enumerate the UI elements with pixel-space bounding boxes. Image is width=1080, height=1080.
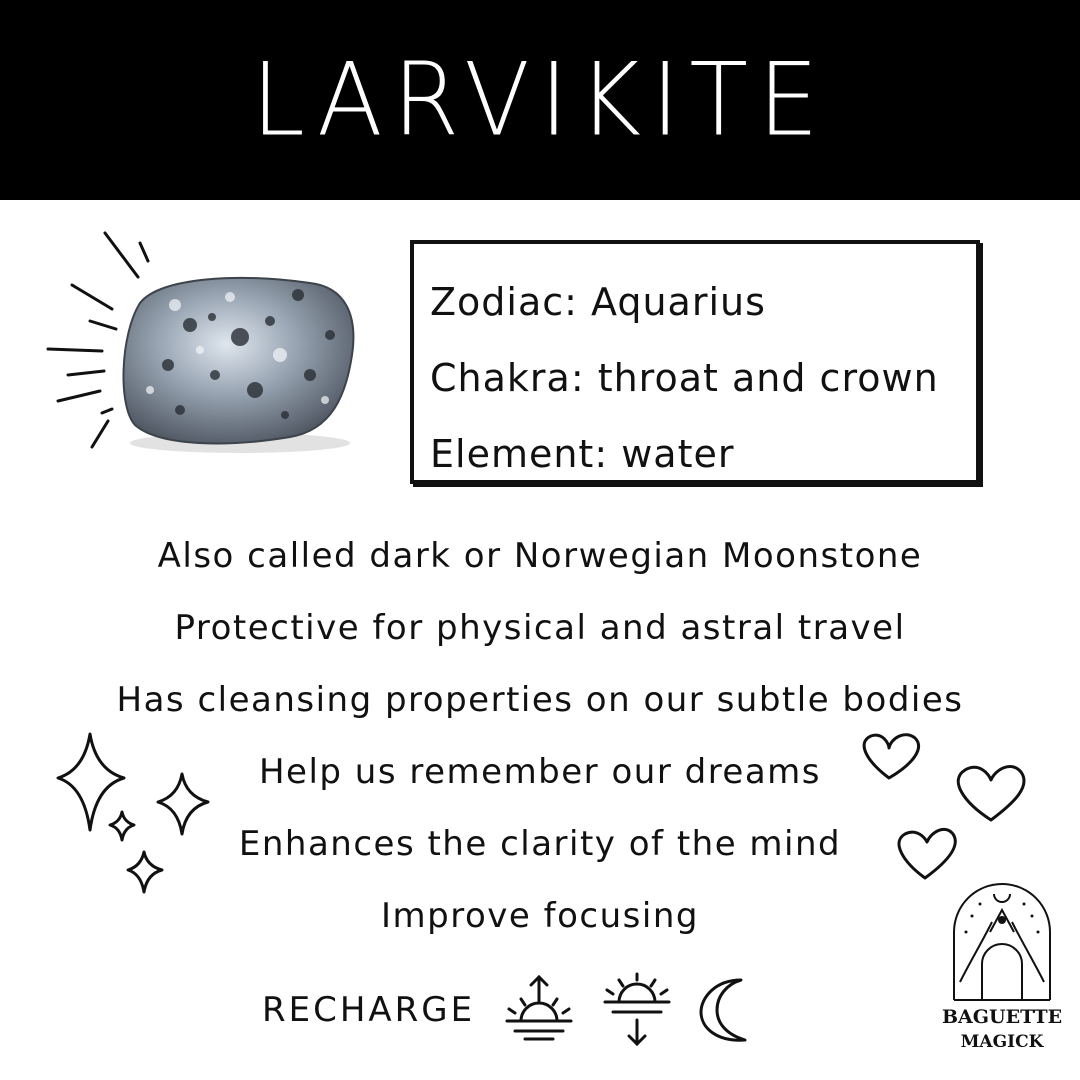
- fact-item: Help us remember our dreams: [258, 752, 822, 792]
- fact-item: Improve focusing: [381, 896, 699, 936]
- recharge-row: [262, 972, 757, 1048]
- crescent-moon-icon: [697, 974, 757, 1046]
- sunset-icon: [599, 972, 675, 1048]
- logo-line1: BAGUETTE: [942, 1006, 1063, 1028]
- properties-box: [410, 240, 980, 484]
- sunrise-icon: [501, 975, 577, 1045]
- logo-emblem-icon: [942, 872, 1062, 1012]
- stone-image: [40, 225, 370, 465]
- zodiac-text: Zodiac: Aquarius: [430, 280, 766, 324]
- header-banner: [0, 0, 1080, 200]
- element-text: Element: water: [430, 432, 735, 476]
- fact-item: Also called dark or Norwegian Moonstone: [157, 536, 923, 576]
- fact-item: Protective for physical and astral travel: [174, 608, 906, 648]
- logo-line2: MAGICK: [960, 1032, 1044, 1052]
- chakra-text: Chakra: throat and crown: [430, 356, 939, 400]
- fact-item: Has cleansing properties on our subtle bodies: [116, 680, 964, 720]
- brand-logo: [942, 872, 1062, 1062]
- heart-icon: [855, 730, 1030, 885]
- page-title: LARVIKITE: [251, 41, 829, 159]
- fact-item: Enhances the clarity of the mind: [238, 824, 842, 864]
- recharge-label: RECHARGE: [262, 990, 476, 1030]
- sparkle-icon: [52, 730, 222, 900]
